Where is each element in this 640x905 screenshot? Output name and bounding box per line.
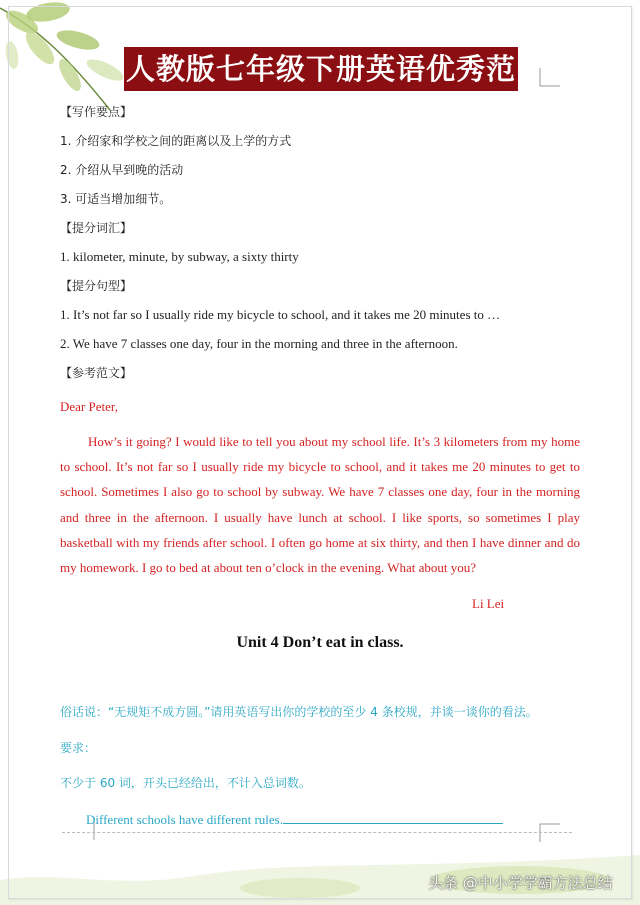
writing-points-heading: 【写作要点】 bbox=[60, 105, 133, 119]
requirement-heading: 要求： bbox=[60, 741, 97, 755]
letter-body: How’s it going? I would like to tell you about my school life. It’s 3 kilometers from my home to school. It’s not far so I usually ride my bicycle to school, and it takes me 20 minutes to get to school. Sometimes I also go to school by subway. We have 7 classes one day, four in the morning and three in the afternoon. I usually have lunch at school. I like sports, so sometimes I play basketball with my friends after school. I often go home at six thirty, and then I have dinner and do my homework. I go to bed at about ten o’clock in the evening. What about you? bbox=[60, 434, 580, 576]
unit-title: Unit 4 Don’t eat in class. bbox=[236, 634, 404, 651]
sample-heading: 【参考范文】 bbox=[60, 366, 133, 380]
sentence-item-2: 2. We have 7 classes one day, four in the morning and three in the afternoon. bbox=[60, 336, 458, 351]
letter-greeting: Dear Peter, bbox=[60, 399, 118, 414]
divider bbox=[62, 832, 572, 833]
unit-prompt: 俗话说：“无规矩不成方圆。”请用英语写出你的学校的至少 4 条校规，并谈一谈你的看法。 bbox=[60, 705, 538, 719]
writing-point-1: 1. 介绍家和学校之间的距离以及上学的方式 bbox=[60, 134, 292, 148]
writing-point-2: 2. 介绍从早到晚的活动 bbox=[60, 163, 184, 177]
watermark: 头条 @中小学学霸方法总结 bbox=[428, 874, 613, 892]
requirement-text: 不少于 60 词，开头已经给出，不计入总词数。 bbox=[60, 776, 311, 790]
vocab-item-1: 1. kilometer, minute, by subway, a sixty thirty bbox=[60, 249, 299, 264]
sentence-item-1: 1. It’s not far so I usually ride my bicycle to school, and it takes me 20 minutes to … bbox=[60, 307, 501, 322]
writing-point-3: 3. 可适当增加细节。 bbox=[60, 192, 172, 206]
essay-opening-line bbox=[86, 811, 503, 828]
essay-opening: Different schools have different rules. bbox=[86, 812, 283, 827]
page-title: 人教版七年级下册英语优秀范文 bbox=[124, 47, 518, 91]
answer-blank bbox=[283, 811, 503, 824]
vocab-heading: 【提分词汇】 bbox=[60, 221, 133, 235]
letter-signature: Li Lei bbox=[472, 596, 505, 611]
crop-mark-top-right bbox=[538, 66, 562, 90]
sentences-heading: 【提分句型】 bbox=[60, 279, 133, 293]
